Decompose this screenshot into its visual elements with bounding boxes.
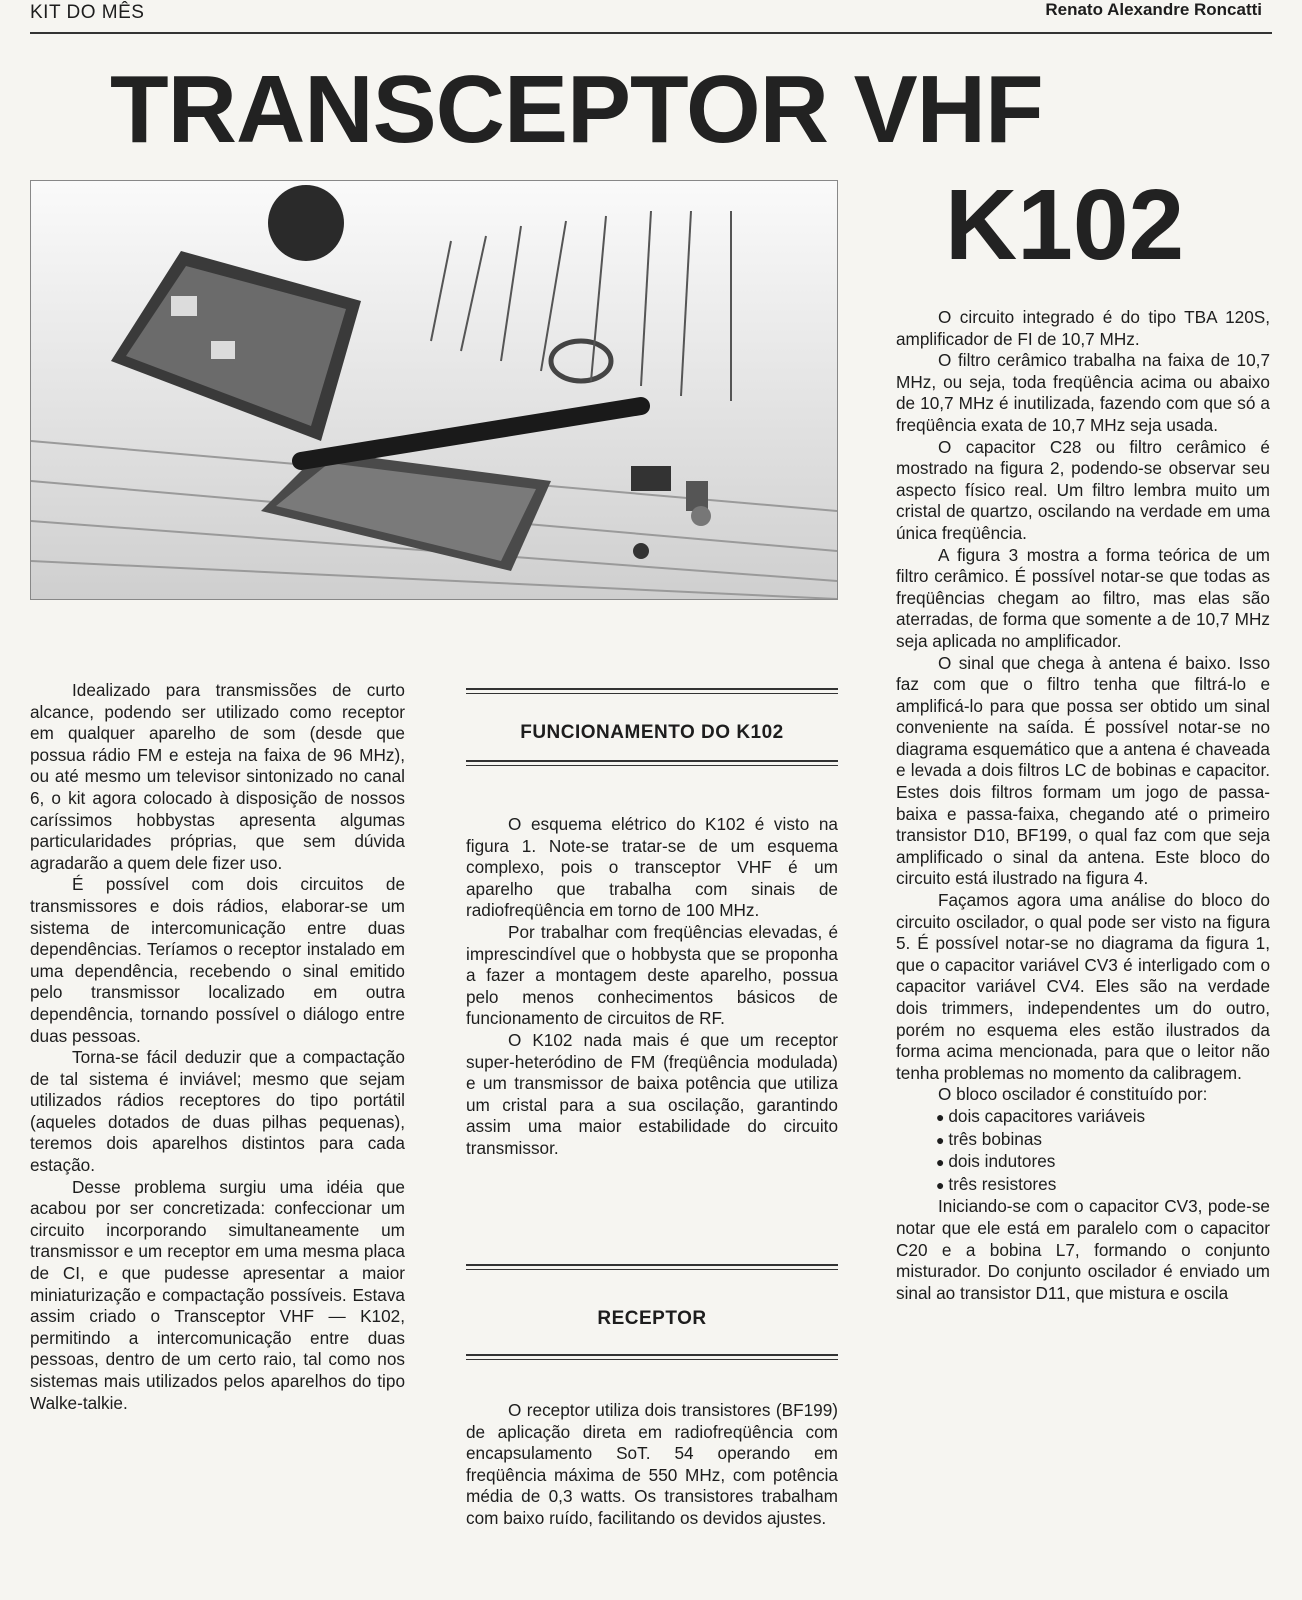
list-item: ● três resistores [936, 1174, 1270, 1197]
col1-paragraph: Torna-se fácil deduzir que a compactação de tal sistema é inviável; mesmo que sejam utilizados rádios receptores do tipo portátil (aqueles dotados de duas pilhas pequenas), teremos dois aparelhos distintos para cada estação. [30, 1047, 405, 1176]
col3-paragraph: O filtro cerâmico trabalha na faixa de 10,7 MHz, ou seja, toda freqüência acima ou abaixo de 10,7 MHz é inutilizada, fazendo com que só a freqüência exata de 10,7 MHz seja usada. [896, 350, 1270, 435]
section2-bottom-rules [466, 1354, 838, 1363]
col3-paragraph: Iniciando-se com o capacitor CV3, pode-se notar que ele está em paralelo com o capacitor C20 e a bobina L7, formando o conjunto misturador. Do conjunto oscilador é enviado um sinal ao transistor D11, que mistura e oscila [896, 1196, 1270, 1303]
col1-paragraph: Idealizado para transmissões de curto alcance, podendo ser utilizado como receptor em qualquer aparelho de som (desde que possua rádio FM e esteja na faixa de 96 MHz), ou até mesmo um televisor sintonizado no canal 6, o kit agora colocado à disposição de nossos caríssimos hobbystas apresenta algumas particularidades próprias, que sem dúvida agradarão a quem dele fizer uso. [30, 680, 405, 873]
section1-paragraph: Por trabalhar com freqüências elevadas, é imprescindível que o hobbysta que se proponha a fazer a montagem deste aparelho, possua pelo menos conhecimentos básicos de funcionamento de circuitos de RF. [466, 921, 838, 1029]
kit-photo-drawing [31, 181, 837, 599]
column-3 [896, 307, 1270, 1304]
column-1 [30, 680, 405, 1414]
section1-bottom-rules [466, 760, 838, 769]
kit-photo [30, 180, 838, 600]
col3-paragraph: O circuito integrado é do tipo TBA 120S, amplificador de FI de 10,7 MHz. [896, 307, 1270, 349]
oscillator-components-list [896, 1106, 1270, 1196]
section1-body [466, 814, 838, 1160]
list-item: ● três bobinas [936, 1129, 1270, 1152]
col3-paragraph: Façamos agora uma análise do bloco do circuito oscilador, o qual pode ser visto na figura 5. É possível notar-se no diagrama da figura 1, que o capacitor variável CV3 é interligado com o capacitor variável CV4. Eles são na verdade dois trimmers, independentes um do outro, porém no esquema eles estão ilustrados da forma acima mencionada, para que o leitor não tenha problemas no momento da calibragem. [896, 890, 1270, 1083]
section1-heading: FUNCIONAMENTO DO K102 [520, 722, 784, 743]
header-section-label: KIT DO MÊS [30, 2, 145, 23]
col3-paragraph: O capacitor C28 ou filtro cerâmico é mostrado na figura 2, podendo-se observar seu aspecto físico real. Um filtro lembra muito um cristal de quartzo, oscilando na verdade em uma única freqüência. [896, 436, 1270, 543]
article-title-line2: K102 [945, 169, 1185, 281]
article-title-line1: TRANSCEPTOR VHF [110, 56, 1043, 163]
section2-body [466, 1400, 838, 1530]
section2-top-rules [466, 1264, 838, 1273]
section2-paragraph: O receptor utiliza dois transistores (BF199) de aplicação direta em radiofreqüência com encapsulamento SoT. 54 operando em freqüência máxima de 550 MHz, com potência média de 0,3 watts. Os transistores trabalham com baixo ruído, facilitando os devidos ajustes. [466, 1400, 838, 1528]
col1-paragraph: É possível com dois circuitos de transmissores e dois rádios, elaborar-se um sistema de intercomunicação entre duas dependências. Teríamos o receptor instalado em uma dependência, recebendo o sinal emitido pelo transmissor localizado em outra dependência, tornando possível o diálogo entre duas pessoas. [30, 874, 405, 1046]
section2-heading: RECEPTOR [597, 1308, 707, 1329]
col3-paragraph: O sinal que chega à antena é baixo. Isso faz com que o filtro tenha que filtrá-lo e amplificá-lo para que possa ser obtido um sinal conveniente na saída. É possível notar-se no diagrama esquemático que a antena é chaveada e levada a dois filtros LC de bobinas e capacitor. Estes dois filtros formam um jogo de passa-baixa e passa-faixa, chegando até o primeiro transistor D10, BF199, o qual faz com que seja amplificado o sinal da antena. Este bloco do circuito está ilustrado na figura 4. [896, 652, 1270, 889]
col1-paragraph: Desse problema surgiu uma idéia que acabou por ser concretizada: confeccionar um circuito incorporando simultaneamente um transmissor e um receptor em uma mesma placa de CI, e que pudesse apresentar a maior miniaturização e compactação possíveis. Estava assim criado o Transceptor VHF — K102, permitindo a intercomunicação entre duas pessoas, dentro de um certo raio, tal como nos sistemas mais utilizados pelos aparelhos do tipo Walke-talkie. [30, 1176, 405, 1413]
col3-paragraph: O bloco oscilador é constituído por: [938, 1084, 1208, 1105]
col3-paragraph: A figura 3 mostra a forma teórica de um filtro cerâmico. É possível notar-se que todas as freqüências chegam ao filtro, mas elas são aterradas, de forma que somente a de 10,7 MHz seja aplicada no amplificador. [896, 544, 1270, 651]
section1-top-rules [466, 688, 838, 697]
section1-paragraph: O K102 nada mais é que um receptor super-heteródino de FM (freqüência modulada) e um transmissor de baixa potência que utiliza um cristal para a sua oscilação, garantindo assim uma maior estabilidade do circuito transmissor. [466, 1029, 838, 1158]
header-rule [30, 32, 1272, 34]
list-item: ● dois capacitores variáveis [936, 1106, 1270, 1129]
section1-paragraph: O esquema elétrico do K102 é visto na figura 1. Note-se tratar-se de um esquema complexo, pois o transceptor VHF é um aparelho que trabalha com sinais de radiofreqüência em torno de 100 MHz. [466, 814, 838, 921]
list-item: ● dois indutores [936, 1151, 1270, 1174]
header-author: Renato Alexandre Roncatti [1045, 0, 1262, 19]
